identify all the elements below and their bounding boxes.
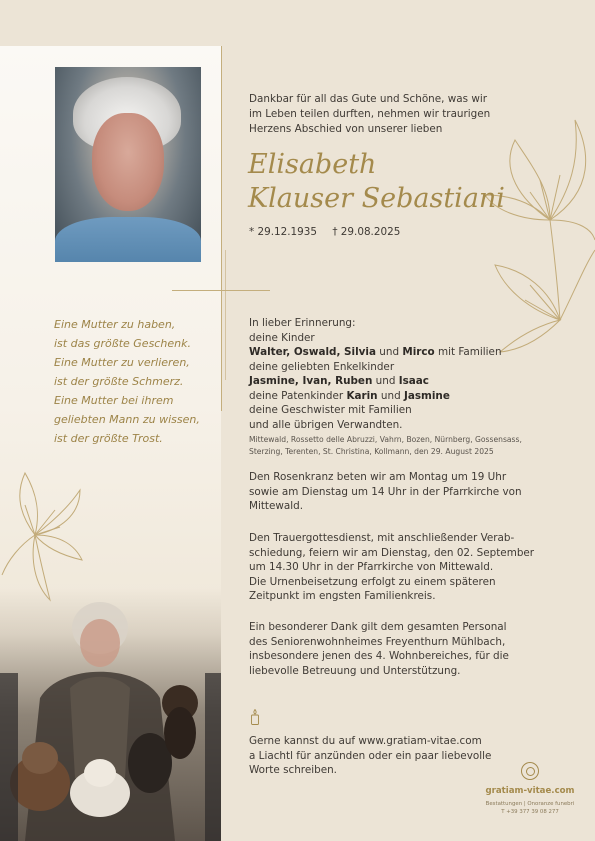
thanks-line: des Seniorenwohnheimes Freyenthurn Mühlbach, [249,635,506,648]
children-and: und [375,346,403,358]
grandchildren-and: und [372,375,399,387]
grandchildren-names: Jasmine, Ivan, Ruben [249,375,373,387]
intro-text [249,92,529,137]
life-dates [249,226,412,238]
thanks-text [249,620,549,678]
candle-note-line: a Liachtl für anzünden oder ein paar liebevolle [249,749,492,762]
funeral-text [249,531,549,604]
quote-line: Eine Mutter zu haben, [54,318,176,331]
logo-subtitle: Bestattungen | Onoranze funebri [485,801,575,807]
children-last: Mirco [402,346,435,358]
places-line: Sterzing, Terenten, St. Christina, Kollmann, den 29. August 2025 [249,446,494,456]
godchild-first: Karin [346,389,378,402]
quote-line: ist der größte Schmerz. [54,375,184,388]
godchildren-line [249,389,549,404]
rosary-line: sowie am Dienstag um 14 Uhr in der Pfarrkirche von [249,485,522,498]
thanks-line: insbesondere jenen des 4. Wohnbereiches, für die [249,650,509,662]
intro-line: Dankbar für all das Gute und Schöne, was wir [249,93,488,105]
children-suffix: mit Familien [434,346,502,358]
funeral-line: Zeitpunkt im engsten Familienkreis. [249,590,436,602]
deceased-name [248,148,508,216]
rosary-line: Mittewald. [249,500,304,512]
quote-line: geliebten Mann zu wissen, [54,413,200,426]
quote-text [54,315,224,448]
godchildren-and: und [377,389,404,402]
grandchildren-last: Isaac [398,375,429,387]
death-date: † 29.08.2025 [332,226,401,238]
rosary-text [249,470,549,514]
funeral-line: Die Urnenbeisetzung erfolgt zu einem späteren [249,575,496,588]
godchildren-intro: deine Patenkinder [249,389,347,402]
children-intro: deine Kinder [249,331,315,344]
candle-icon [250,709,260,725]
children-line [249,345,549,360]
grandchildren-line [249,374,549,389]
family-list [249,316,549,432]
rosary-line: Den Rosenkranz beten wir am Montag um 19 Uhr [249,471,507,483]
funeral-line: Den Trauergottesdienst, mit anschließender Verab- [249,532,515,544]
grandchildren-intro: deine geliebten Enkelkinder [249,360,395,373]
quote-line: Eine Mutter zu verlieren, [54,356,190,369]
portrait-photo [55,67,201,262]
quote-line: Eine Mutter bei ihrem [54,394,174,407]
logo-site[interactable]: gratiam-vitae.com [485,786,575,796]
family-photo-drawing [0,588,221,841]
godchild-last: Jasmine [403,389,450,402]
portrait-shirt [55,217,201,262]
logo-phone: T +39 377 39 08 277 [501,809,559,815]
birth-date: * 29.12.1935 [249,226,317,238]
intro-line: Herzens Abschied von unserer lieben [249,123,443,135]
candle-note-line: Worte schreiben. [249,764,337,776]
places-line: Mittewald, Rossetto delle Abruzzi, Vahrn, Bozen, Nürnberg, Gossensass, [249,435,522,444]
family-photo-with-dogs [0,588,221,841]
places-and-date [249,434,549,457]
gratiam-vitae-logo[interactable] [474,762,586,815]
children-names: Walter, Oswald, Silvia [249,346,376,358]
gratiam-vitae-logo-icon [521,762,539,780]
lily-ornament-left [0,465,85,605]
funeral-line: schiedung, feiern wir am Dienstag, den 02. September [249,546,535,559]
intro-line: im Leben teilen durften, nehmen wir traurigen [249,108,491,120]
cross-horizontal-line [172,290,270,291]
portrait-face [92,113,164,211]
funeral-line: um 14.30 Uhr in der Pfarrkirche von Mittewald. [249,561,494,573]
candle-note-line[interactable]: Gerne kannst du auf www.gratiam-vitae.com [249,735,482,747]
quote-line: ist der größte Trost. [54,432,163,445]
thanks-line: Ein besonderer Dank gilt dem gesamten Personal [249,621,507,633]
memory-heading: In lieber Erinnerung: [249,317,356,329]
last-name: Klauser Sebastiani [248,183,505,214]
siblings-line: deine Geschwister mit Familien [249,404,412,416]
quote-line: ist das größte Geschenk. [54,337,191,350]
cross-vertical-accent [225,250,226,380]
others-line: und alle übrigen Verwandten. [249,418,403,431]
first-name: Elisabeth [248,149,377,180]
thanks-line: liebevolle Betreuung und Unterstützung. [249,664,461,677]
